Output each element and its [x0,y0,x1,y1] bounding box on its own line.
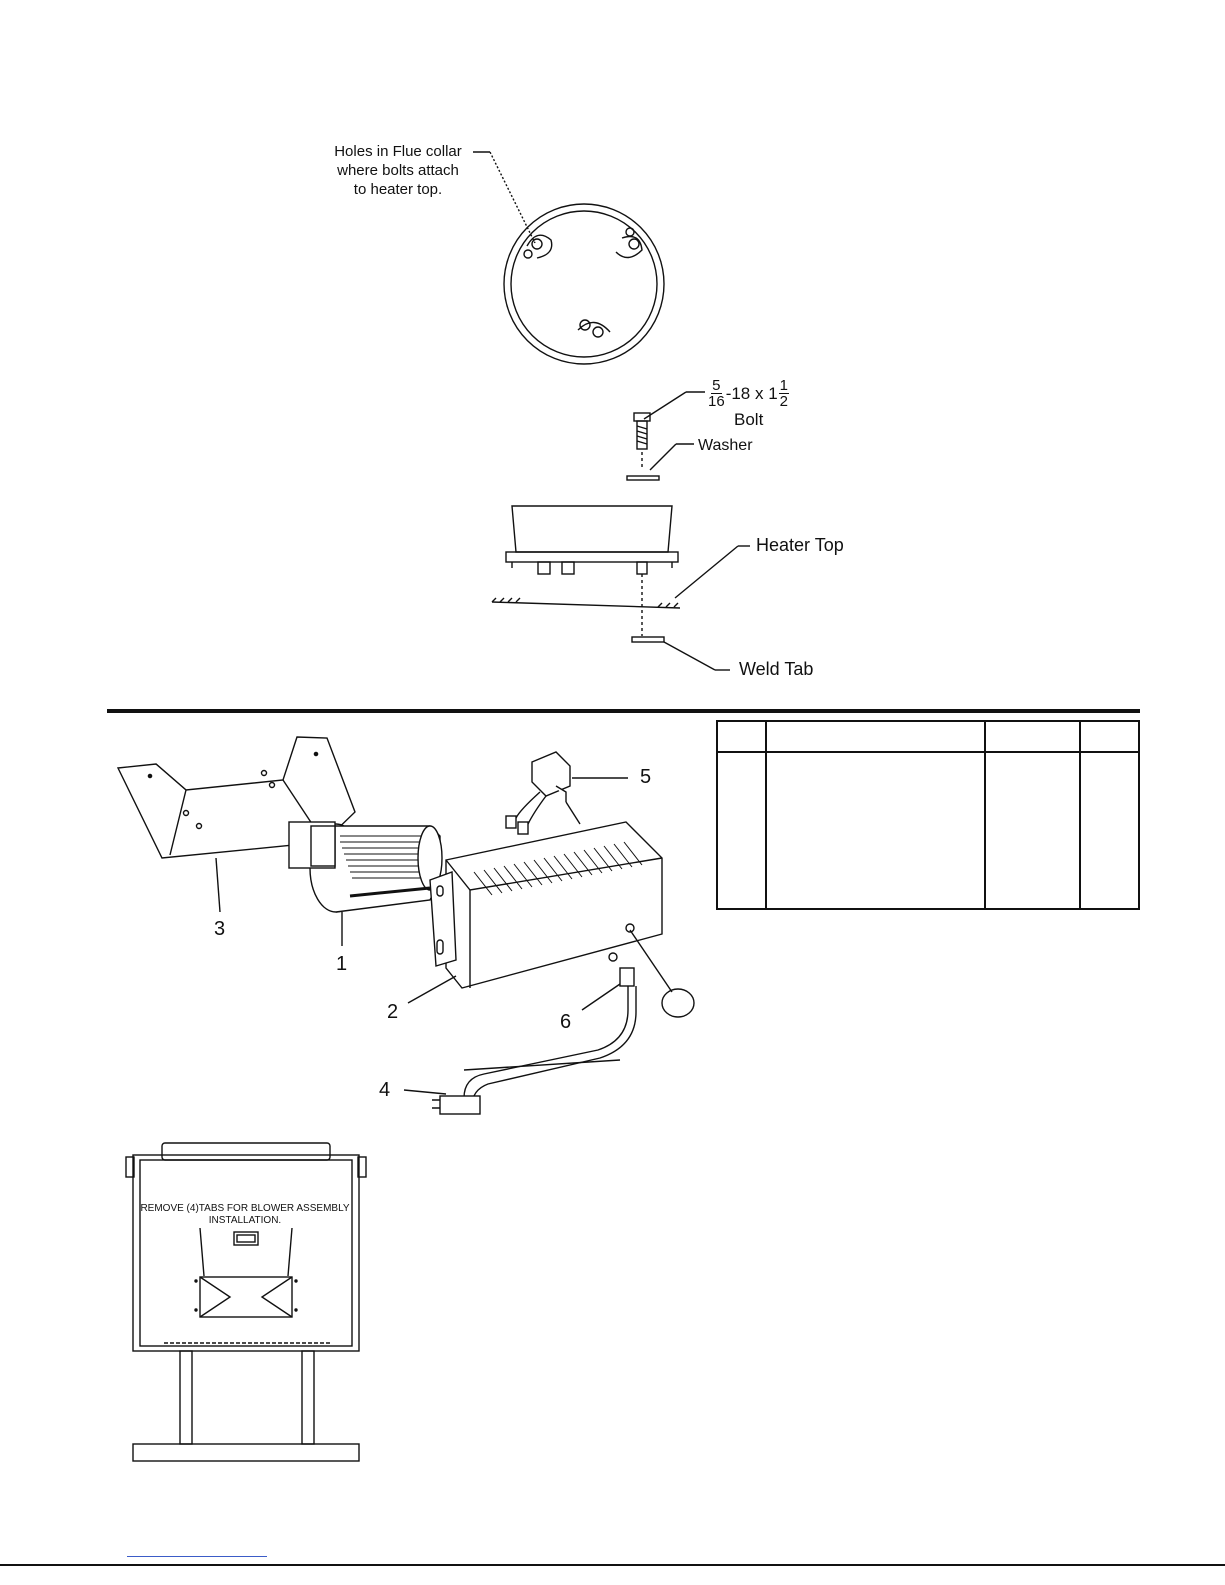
heater-lid [162,1143,330,1160]
blower-tabs-note-line2: INSTALLATION. [208,1215,282,1226]
blower-tabs-note-line1: REMOVE (4)TABS FOR BLOWER ASSEMBLY [140,1203,350,1214]
flue-collar-caption-line1: Holes in Flue collar [334,143,462,160]
flue-collar-caption-line2: where bolts attach [337,162,459,179]
bolt-length-numerator: 1 [779,377,789,394]
bolt-thread-spec: -18 x 1 [725,383,778,403]
weld-tab-label: Weld Tab [739,659,814,679]
callout-2: 2 [387,1001,399,1023]
tab-arrow-left [200,1228,204,1276]
bolt-length-denominator: 2 [779,393,789,410]
heater-top-label: Heater Top [756,535,844,555]
heater-stand [133,1351,359,1461]
footer-link-underline[interactable] [127,1556,267,1557]
page-bottom-rule [0,1564,1225,1566]
blower-opening [195,1277,297,1317]
bolt-label: Bolt [734,410,764,429]
bolt-diameter-denominator: 16 [708,393,725,410]
washer-label: Washer [698,437,753,454]
bolt-diameter-numerator: 5 [712,377,721,394]
callout-5: 5 [640,766,652,788]
tab-arrow-right [288,1228,292,1276]
callout-1: 1 [336,953,348,975]
flue-collar-caption-line3: to heater top. [353,181,443,198]
callout-4: 4 [379,1079,391,1101]
heater-cabinet [126,1155,366,1351]
callout-6: 6 [560,1011,572,1033]
callout-3: 3 [214,918,226,940]
